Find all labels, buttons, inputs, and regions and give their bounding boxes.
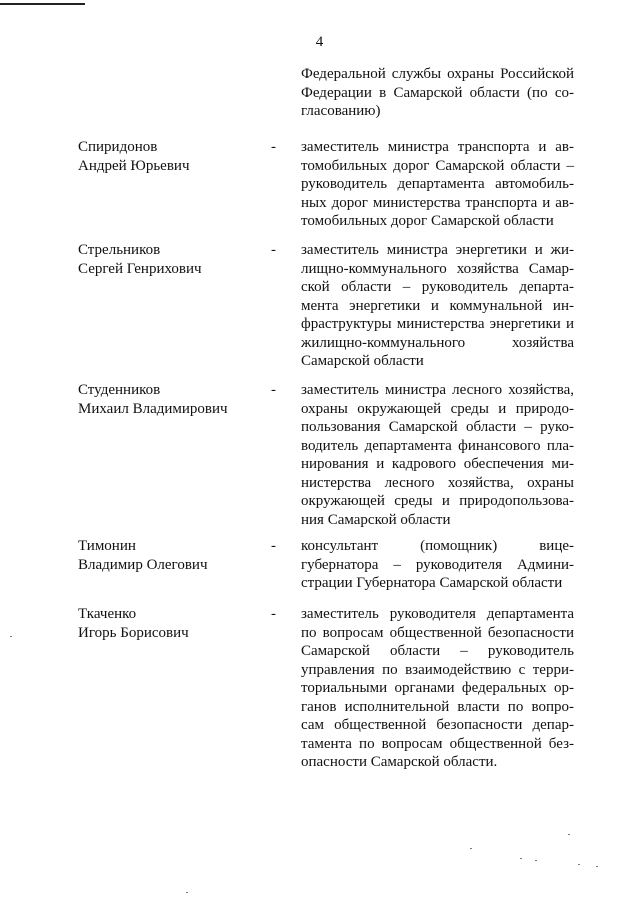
member-name xyxy=(78,138,278,175)
scan-speck xyxy=(470,848,472,849)
member-given-name: Андрей Юрьевич xyxy=(78,157,190,174)
member-surname: Студенников xyxy=(78,382,161,398)
scan-speck xyxy=(535,860,537,861)
member-name xyxy=(78,605,278,642)
separator-dash: - xyxy=(271,382,276,398)
member-role: заместитель руководителя департамента по вопросам общественной безопасности Самарской области – руководитель управления по взаимодействию с территориальными органами федеральных органов исполнительной власти по вопросам общественной безопасности департамента по вопросам общественной безопасности Самарской области. xyxy=(301,606,574,770)
member-surname: Тимонин xyxy=(78,538,136,554)
separator-dash: - xyxy=(271,538,276,554)
member-given-name: Сергей Генрихович xyxy=(78,260,202,277)
member-role: заместитель министра энергетики и жилищно-коммунального хозяйства Самарской области – руководитель департамента энергетики и коммунальной инфраструктуры министерства энергетики и жилищно-коммунального хозяйства Самарской области xyxy=(301,242,574,369)
member-role: заместитель министра транспорта и автомобильных дорог Самарской области – руководитель департамента автомобильных дорог министерства транспорта и автомобильных дорог Самарской области xyxy=(301,139,574,229)
member-role: консультант (помощник) вице-губернатора – руководителя Администрации Губернатора Самарской области xyxy=(301,538,574,591)
scan-speck xyxy=(186,892,188,893)
member-name xyxy=(78,537,278,574)
separator-dash: - xyxy=(271,606,276,622)
scan-speck xyxy=(578,864,580,865)
member-given-name: Игорь Борисович xyxy=(78,624,189,641)
member-given-name: Михаил Владимирович xyxy=(78,400,228,417)
top-rule xyxy=(0,3,85,5)
member-surname: Ткаченко xyxy=(78,606,137,622)
continuation-role: Федеральной службы охраны Российской Федерации в Самарской области (по согласованию) xyxy=(301,66,574,119)
scan-speck xyxy=(596,866,598,867)
member-surname: Стрельников xyxy=(78,242,161,258)
member-role: заместитель министра лесного хозяйства, охраны окружающей среды и природопользования Самарской области – руководитель департамента финансового планирования и кадрового обеспечения министерства лесного хозяйства, охраны окружающей среды и природопользования Самарской области xyxy=(301,382,574,528)
member-surname: Спиридонов xyxy=(78,139,158,155)
scan-speck xyxy=(568,834,570,835)
separator-dash: - xyxy=(271,242,276,258)
separator-dash: - xyxy=(271,139,276,155)
member-name xyxy=(78,381,278,418)
scan-speck xyxy=(520,858,522,859)
member-name xyxy=(78,241,278,278)
page-number: 4 xyxy=(315,34,324,50)
scan-speck xyxy=(10,636,12,637)
member-given-name: Владимир Олегович xyxy=(78,556,208,573)
